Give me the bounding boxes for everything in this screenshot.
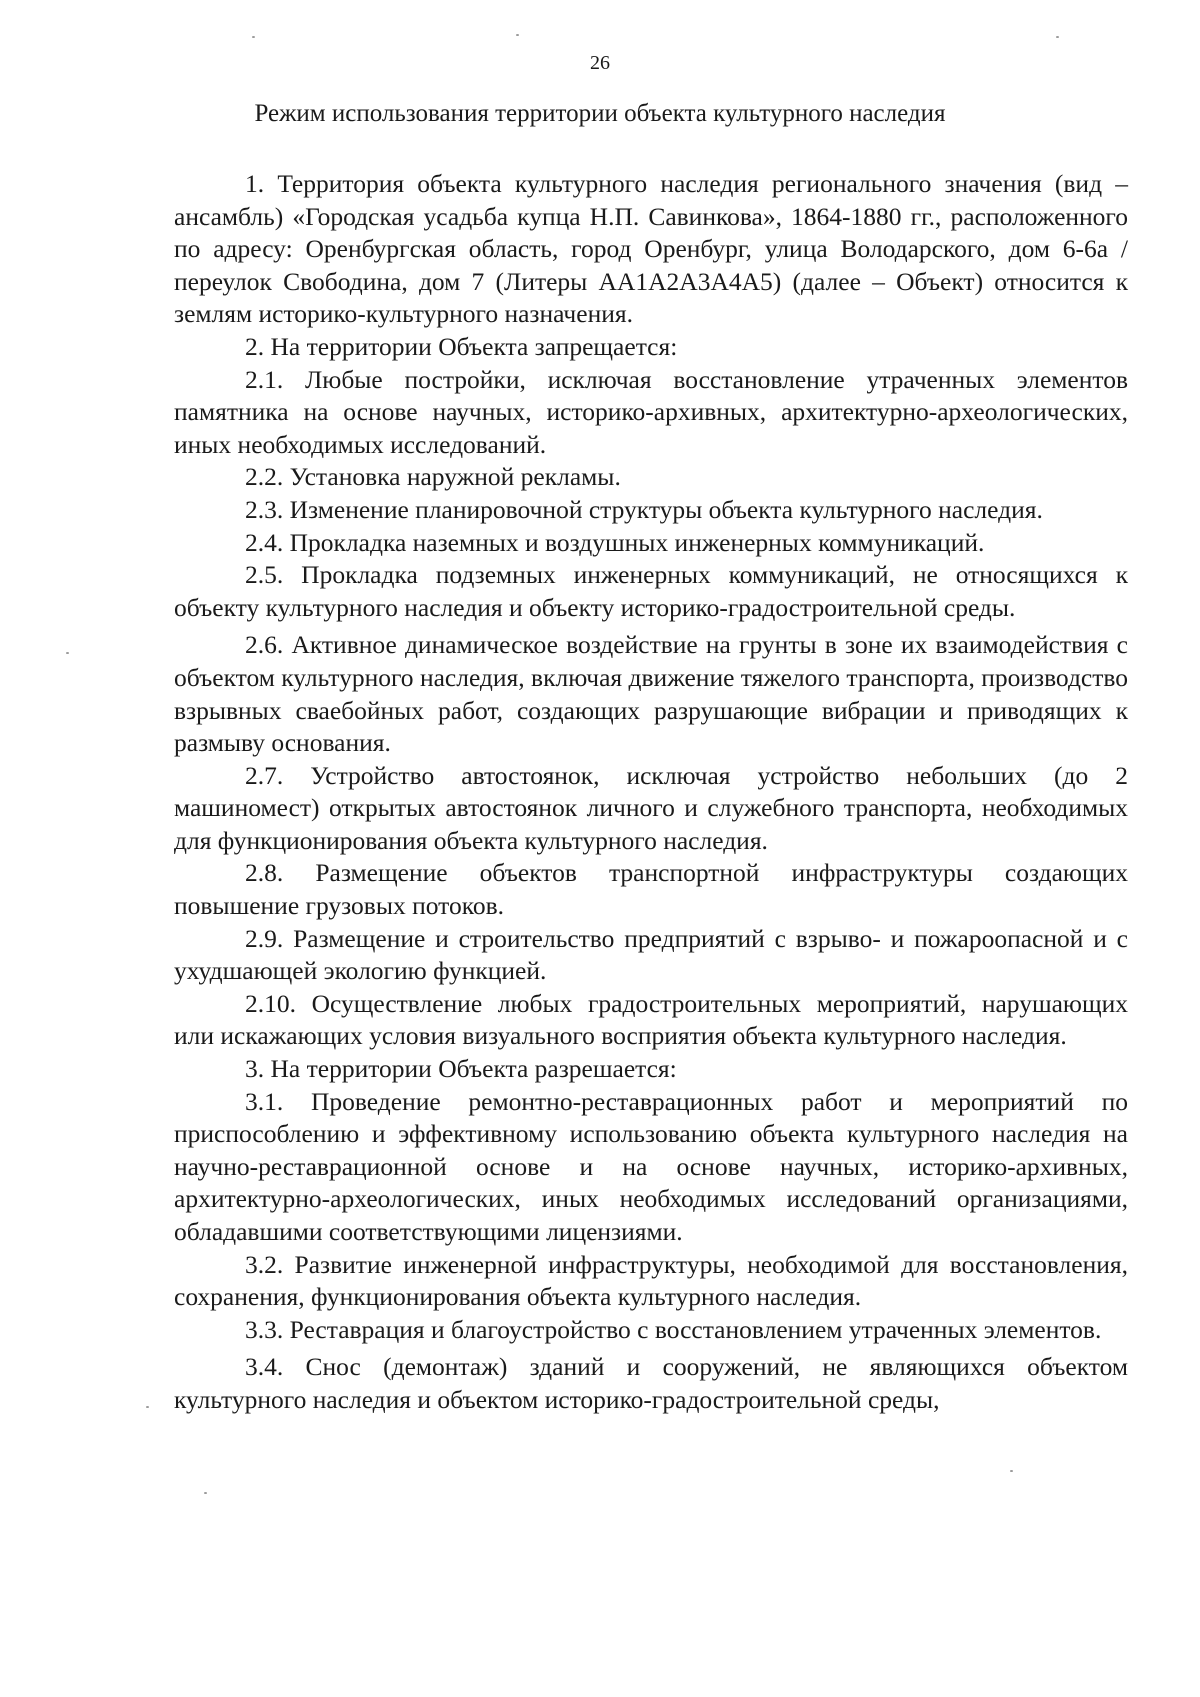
paragraph-2-6: 2.6. Активное динамическое воздействие на грунты в зоне их взаимодействия с объектом культурного наследия, включая движение тяжелого транспорта, производство взрывных сваебойных работ, создающих разрушающие вибрации и приводящих к размыву основания. <box>174 630 1128 758</box>
scan-speck <box>252 36 255 38</box>
scan-speck <box>146 1406 149 1408</box>
section-heading: Режим использования территории объекта культурного наследия <box>254 100 946 127</box>
paragraph-2-5: 2.5. Прокладка подземных инженерных коммуникаций, не относящихся к объекту культурного наследия и объекту историко-градостроительной среды. <box>174 560 1128 622</box>
paragraph-3-2: 3.2. Развитие инженерной инфраструктуры, необходимой для восстановления, сохранения, функционирования объекта культурного наследия. <box>174 1249 1128 1312</box>
paragraph-2-2: 2.2. Установка наружной рекламы. <box>245 462 621 492</box>
paragraph-2: 2. На территории Объекта запрещается: <box>245 331 678 361</box>
paragraph-2-4: 2.4. Прокладка наземных и воздушных инженерных коммуникаций. <box>245 527 985 557</box>
paragraph-2-8: 2.8. Размещение объектов транспортной инфраструктуры создающих повышение грузовых потоков. <box>174 858 1128 921</box>
paragraph-3-1: 3.1. Проведение ремонтно-реставрационных работ и мероприятий по приспособлению и эффективному использованию объекта культурного наследия на научно-реставрационной основе и на основе научных, историко-архивных, архитектурно-археологических, иных необходимых исследований организациями, обладавшими соответствующими лицензиями. <box>174 1086 1128 1246</box>
scan-speck <box>516 34 519 36</box>
paragraph-2-10: 2.10. Осуществление любых градостроительных мероприятий, нарушающих или искажающих условия визуального восприятия объекта культурного наследия. <box>174 988 1128 1051</box>
paragraph-3-3: 3.3. Реставрация и благоустройство с восстановлением утраченных элементов. <box>245 1314 1102 1344</box>
scan-speck <box>1056 36 1059 38</box>
scan-speck <box>204 1492 207 1494</box>
paragraph-2-3: 2.3. Изменение планировочной структуры объекта культурного наследия. <box>245 494 1043 524</box>
paragraph-2-7: 2.7. Устройство автостоянок, исключая устройство небольших (до 2 машиномест) открытых автостоянок личного и служебного транспорта, необходимых для функционирования объекта культурного наследия. <box>174 760 1128 855</box>
paragraph-1: 1. Территория объекта культурного наследия регионального значения (вид – ансамбль) «Городская усадьба купца Н.П. Савинкова», 1864-1880 гг., расположенного по адресу: Оренбургская область, город Оренбург, улица Володарского, дом 6-6а / переулок Свободина, дом 7 (Литеры АА1А2А3А4А5) (далее – Объект) относится к землям историко-культурного назначения. <box>174 169 1128 329</box>
scan-speck <box>1010 1470 1013 1472</box>
paragraph-2-1: 2.1. Любые постройки, исключая восстановление утраченных элементов памятника на основе научных, историко-архивных, архитектурно-археологических, иных необходимых исследований. <box>174 364 1128 459</box>
paragraph-2-9: 2.9. Размещение и строительство предприятий с взрыво- и пожароопасной и с ухудшающей экологию функцией. <box>174 923 1128 986</box>
scan-speck <box>66 652 69 654</box>
page-number: 26 <box>590 52 610 74</box>
paragraph-3-4: 3.4. Снос (демонтаж) зданий и сооружений, не являющихся объектом культурного наследия и объектом историко-градостроительной среды, <box>174 1352 1128 1414</box>
paragraph-3: 3. На территории Объекта разрешается: <box>245 1054 677 1084</box>
document-body <box>174 168 1128 1417</box>
